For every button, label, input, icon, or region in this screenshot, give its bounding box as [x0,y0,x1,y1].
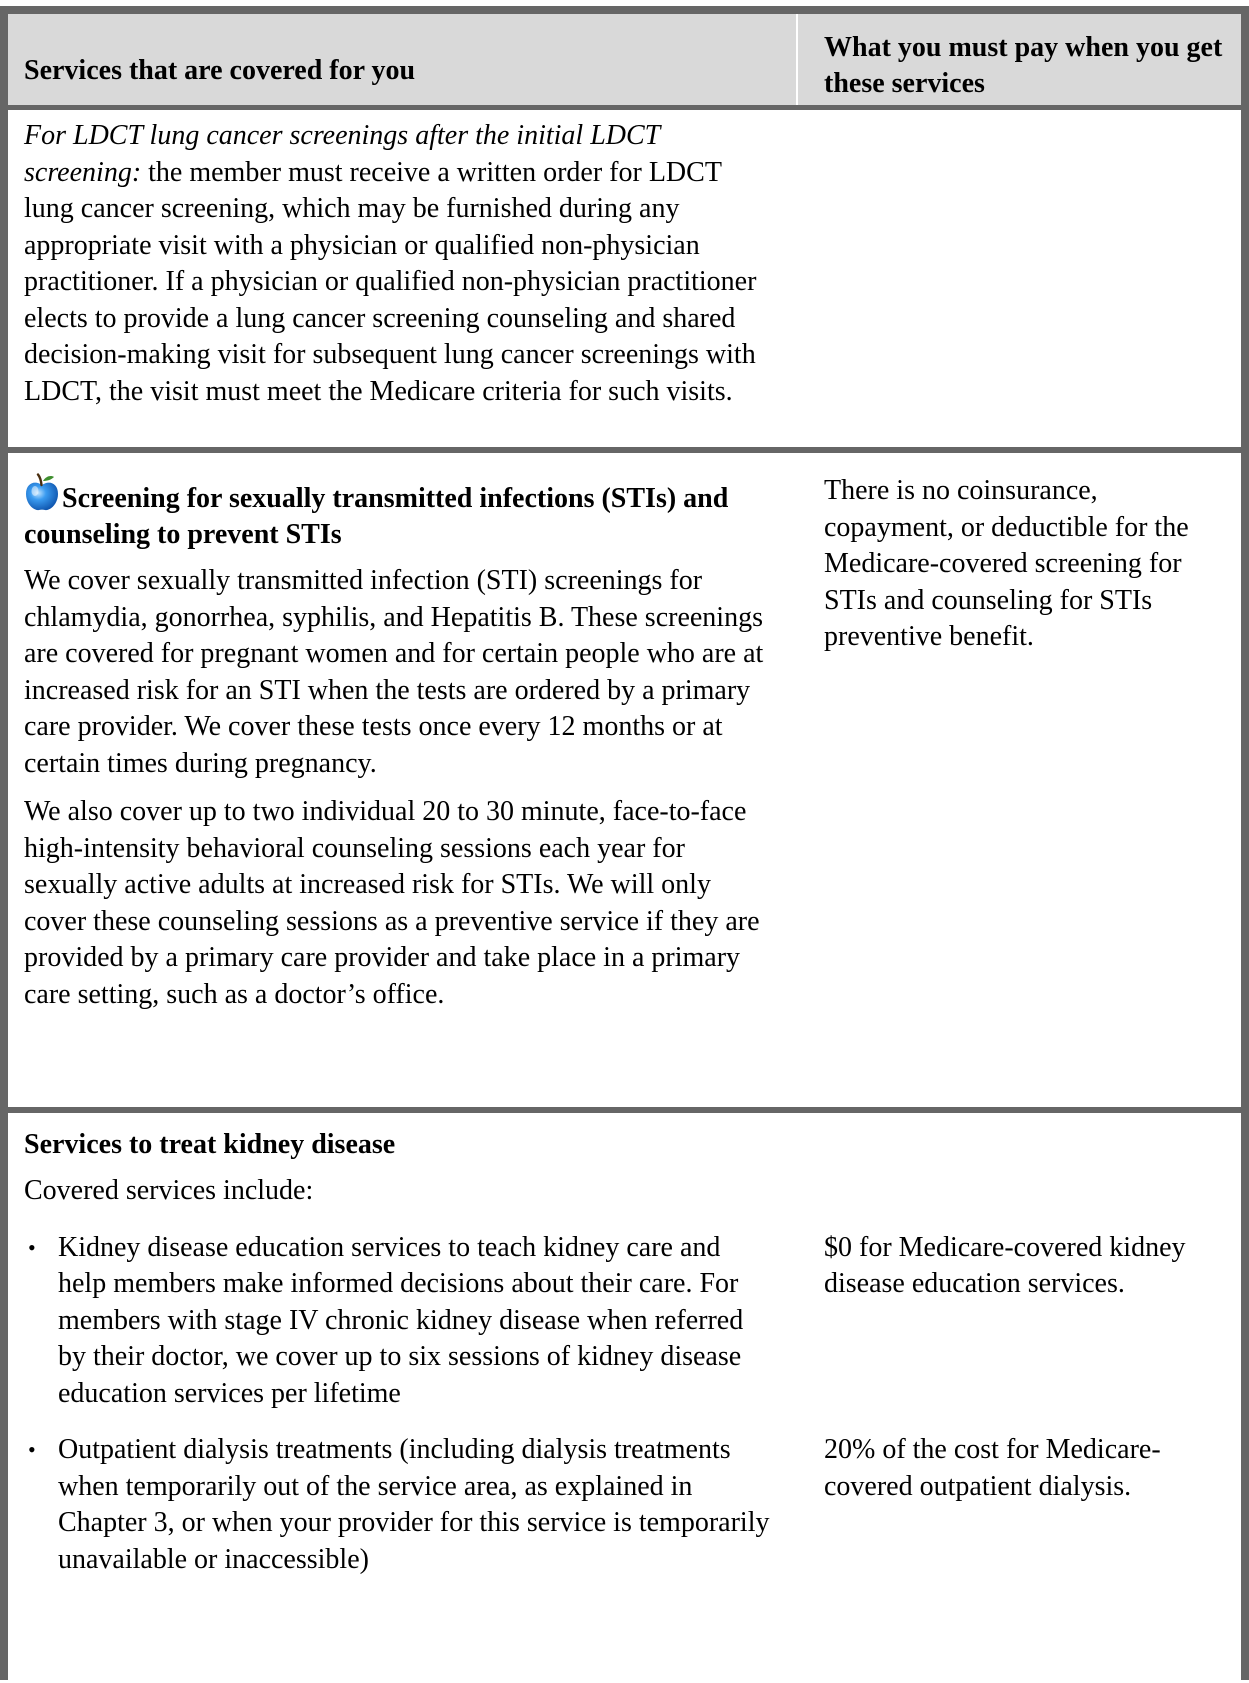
benefits-table [0,6,1249,1680]
ldct-italic-lead: For LDCT lung cancer screenings after the initial LDCT screening: [24,120,660,188]
ldct-cost-cell [798,110,1241,447]
ldct-text: the member must receive a written order for LDCT lung cancer screening, which may be furnished during any appropriate visit with a physician or qualified non-physician practitioner. If a physician or qualified non-physician practitioner elects to provide a lung cancer screening counseling and shared decision-making visit for subsequent lung cancer screenings with LDCT, the visit must meet the Medicare criteria for such visits. [24,156,757,407]
table-row-ldct [8,110,1241,453]
header-services-label: Services that are covered for you [24,55,416,86]
list-item [8,1432,1241,1578]
bullet-cost: $0 for Medicare-covered kidney disease education services. [824,1231,1186,1299]
bullet-marker: • [28,1437,36,1462]
bullet-left-cell [8,1432,798,1578]
sti-cost-cell [798,453,1241,1107]
table-row-sti [8,453,1241,1113]
bullet-text: Outpatient dialysis treatments (including dialysis treatments when temporarily out of the service area, as explained in Chapter 3, or when your provider for this service is temporarily unavailable or inaccessible) [58,1434,770,1575]
bullet-marker: • [28,1234,36,1260]
bullet-text: Kidney disease education services to teach kidney care and help members make informed decisions about their care. For members with stage IV chronic kidney disease when referred by their doctor, we cover up to six sessions of kidney disease education services per lifetime [58,1231,744,1409]
header-pay-cell [798,14,1241,105]
header-pay-label: What you must pay when you get these services [824,32,1223,99]
bullet-left-cell [8,1230,798,1413]
table-row-kidney [8,1113,1241,1683]
apple-icon [24,473,60,511]
sti-title-text: Screening for sexually transmitted infections (STIs) and counseling to prevent STIs [24,483,729,550]
sti-paragraph-2: We also cover up to two individual 20 to 30 minute, face-to-face high-intensity behavioral counseling sessions each year for sexually active adults at increased risk for STIs. We will only cover these counseling sessions as a preventive service if they are provided by a primary care provider and take place in a primary care setting, such as a doctor’s office. [24,796,760,1010]
header-services-cell [8,14,798,105]
kidney-intro: Covered services include: [24,1175,314,1206]
kidney-description-cell [8,1113,1241,1683]
sti-paragraph-1: We cover sexually transmitted infection (STI) screenings for chlamydia, gonorrhea, syphilis, and Hepatitis B. These screenings are covered for pregnant women and for certain people who are at increased risk for an STI when the tests are ordered by a primary care provider. We cover these tests once every 12 months or at certain times during pregnancy. [24,565,764,779]
table-header [8,14,1241,110]
list-item [8,1230,1241,1413]
bullet-cost: 20% of the cost for Medicare-covered outpatient dialysis. [824,1434,1161,1502]
sti-cost-text: There is no coinsurance, copayment, or deductible for the Medicare-covered screening for STIs and counseling for STIs preventive benefit. [824,475,1189,652]
ldct-description-cell [8,110,798,447]
sti-title [24,473,774,553]
sti-description-cell [8,453,798,1107]
kidney-title: Services to treat kidney disease [24,1129,396,1160]
